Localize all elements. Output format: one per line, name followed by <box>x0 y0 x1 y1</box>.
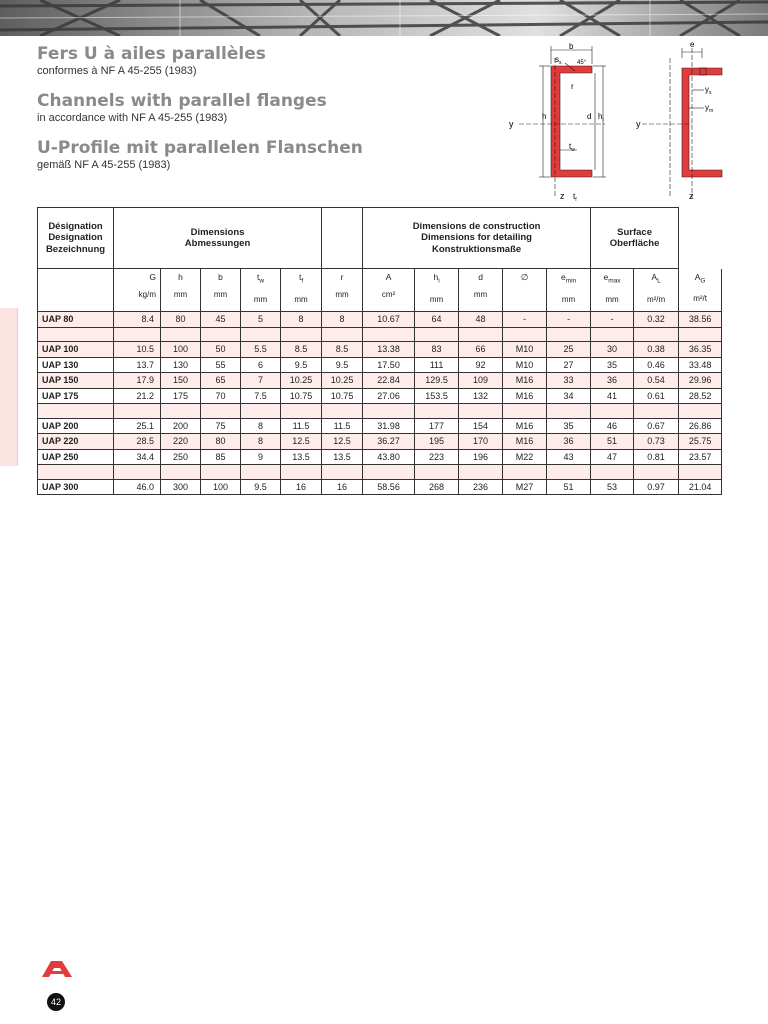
label-hi: $h_i$ <box>598 112 604 123</box>
value-cell: 7 <box>241 373 281 389</box>
value-cell: 35 <box>591 357 634 373</box>
value-cell: 200 <box>161 418 201 434</box>
label-ys: $y_s$ <box>705 85 712 96</box>
value-cell: 31.98 <box>363 418 415 434</box>
value-cell: 8.5 <box>281 342 322 358</box>
table-row <box>38 312 722 328</box>
channel-section-centroid-diagram <box>632 38 732 203</box>
value-cell: 12.5 <box>281 434 322 450</box>
value-cell: 85 <box>201 449 241 465</box>
value-cell: 70 <box>201 388 241 404</box>
value-cell: 25.1 <box>114 418 161 434</box>
label-y: y <box>509 119 514 129</box>
column-header: h mm <box>161 269 201 306</box>
label-d: d <box>587 112 592 121</box>
designation-cell: UAP 130 <box>38 357 114 373</box>
label-h: h <box>542 112 547 121</box>
group-dimensions: Dimensions Abmessungen <box>114 208 322 269</box>
designation-cell: UAP 220 <box>38 434 114 450</box>
value-cell: 13.5 <box>281 449 322 465</box>
company-logo-icon <box>42 961 72 977</box>
value-cell: 80 <box>201 434 241 450</box>
value-cell: 170 <box>459 434 503 450</box>
table-gap-row <box>38 327 722 342</box>
table-row <box>38 388 722 404</box>
value-cell: 8.4 <box>114 312 161 328</box>
value-cell: 10.67 <box>363 312 415 328</box>
value-cell: 28.52 <box>679 388 722 404</box>
value-cell: 65 <box>201 373 241 389</box>
value-cell: - <box>547 312 591 328</box>
value-cell: 177 <box>415 418 459 434</box>
value-cell: M16 <box>503 388 547 404</box>
value-cell: 0.97 <box>634 479 679 495</box>
value-cell: 21.2 <box>114 388 161 404</box>
value-cell: 0.38 <box>634 342 679 358</box>
value-cell: 129.5 <box>415 373 459 389</box>
value-cell: 38.56 <box>679 312 722 328</box>
value-cell: 8 <box>241 418 281 434</box>
value-cell: 46.0 <box>114 479 161 495</box>
column-header: $t_w$ mm <box>241 269 281 306</box>
value-cell: 16 <box>322 479 363 495</box>
label-z-2: z <box>689 191 694 201</box>
value-cell: 0.61 <box>634 388 679 404</box>
value-cell: 7.5 <box>241 388 281 404</box>
page-number: 42 <box>47 993 65 1011</box>
title-block <box>37 44 457 185</box>
value-cell: 51 <box>547 479 591 495</box>
table-row <box>38 418 722 434</box>
value-cell: 220 <box>161 434 201 450</box>
column-header: r mm <box>322 269 363 306</box>
group-designation: Désignation Designation Bezeichnung <box>38 208 114 269</box>
value-cell: 236 <box>459 479 503 495</box>
value-cell: 28.5 <box>114 434 161 450</box>
value-cell: 51 <box>591 434 634 450</box>
value-cell: 36 <box>547 434 591 450</box>
table-row <box>38 434 722 450</box>
value-cell: 33.48 <box>679 357 722 373</box>
value-cell: 92 <box>459 357 503 373</box>
designation-cell: UAP 150 <box>38 373 114 389</box>
value-cell: 9 <box>241 449 281 465</box>
label-tf: $t_f$ <box>573 192 577 203</box>
group-area-blank <box>322 208 363 269</box>
value-cell: - <box>591 312 634 328</box>
table-body <box>38 312 722 495</box>
value-cell: 175 <box>161 388 201 404</box>
value-cell: 58.56 <box>363 479 415 495</box>
value-cell: 34.4 <box>114 449 161 465</box>
group-surface: Surface Oberfläche <box>591 208 679 269</box>
value-cell: 9.5 <box>241 479 281 495</box>
table-group-header <box>38 208 722 269</box>
designation-cell: UAP 250 <box>38 449 114 465</box>
section-side-tab <box>0 308 18 466</box>
table-row <box>38 449 722 465</box>
value-cell: 53 <box>591 479 634 495</box>
value-cell: M27 <box>503 479 547 495</box>
value-cell: 27 <box>547 357 591 373</box>
value-cell: 0.54 <box>634 373 679 389</box>
value-cell: 64 <box>415 312 459 328</box>
value-cell: 36 <box>591 373 634 389</box>
value-cell: 154 <box>459 418 503 434</box>
title-de: U-Profile mit parallelen Flanschen <box>37 138 363 158</box>
label-angle: 45° <box>577 60 587 66</box>
value-cell: 30 <box>591 342 634 358</box>
value-cell: 10.75 <box>322 388 363 404</box>
channel-section-dimensions-diagram <box>505 38 615 203</box>
title-en: Channels with parallel flanges <box>37 91 327 111</box>
label-r: r <box>571 82 574 91</box>
group-detailing: Dimensions de construction Dimensions for detailing Konstruktionsmaße <box>363 208 591 269</box>
value-cell: 223 <box>415 449 459 465</box>
value-cell: 36.35 <box>679 342 722 358</box>
value-cell: 250 <box>161 449 201 465</box>
value-cell: 48 <box>459 312 503 328</box>
value-cell: 45 <box>201 312 241 328</box>
subtitle-en: in accordance with NF A 45-255 (1983) <box>37 112 228 124</box>
value-cell: 36.27 <box>363 434 415 450</box>
value-cell: 300 <box>161 479 201 495</box>
label-z: z <box>560 191 565 201</box>
value-cell: 10.5 <box>114 342 161 358</box>
title-group-en <box>37 91 457 125</box>
channel-profile-shape-2 <box>682 68 722 177</box>
value-cell: 66 <box>459 342 503 358</box>
value-cell: 27.06 <box>363 388 415 404</box>
value-cell: 17.50 <box>363 357 415 373</box>
value-cell: 55 <box>201 357 241 373</box>
column-header: d mm <box>459 269 503 306</box>
designation-cell: UAP 175 <box>38 388 114 404</box>
value-cell: 150 <box>161 373 201 389</box>
value-cell: 26.86 <box>679 418 722 434</box>
label-b: b <box>569 42 574 51</box>
designation-cell: UAP 100 <box>38 342 114 358</box>
column-header: b mm <box>201 269 241 306</box>
designation-cell: UAP 300 <box>38 479 114 495</box>
value-cell: 109 <box>459 373 503 389</box>
label-y-2: y <box>636 119 641 129</box>
column-header: $e_{min}$ mm <box>547 269 591 306</box>
value-cell: 0.73 <box>634 434 679 450</box>
label-tw: $t_w$ <box>569 142 575 153</box>
value-cell: 43.80 <box>363 449 415 465</box>
value-cell: 41 <box>591 388 634 404</box>
table-row <box>38 342 722 358</box>
column-header: $e_{max}$ mm <box>591 269 634 306</box>
value-cell: 10.25 <box>322 373 363 389</box>
designation-cell: UAP 80 <box>38 312 114 328</box>
value-cell: M22 <box>503 449 547 465</box>
value-cell: 268 <box>415 479 459 495</box>
value-cell: 23.57 <box>679 449 722 465</box>
column-header: $A_G$ m²/t <box>679 269 722 306</box>
column-header: $h_i$ mm <box>415 269 459 306</box>
value-cell: 47 <box>591 449 634 465</box>
value-cell: M16 <box>503 418 547 434</box>
value-cell: 0.67 <box>634 418 679 434</box>
value-cell: 9.5 <box>322 357 363 373</box>
table-gap-row <box>38 404 722 419</box>
column-header: ∅ <box>503 269 547 306</box>
title-group-de <box>37 138 457 172</box>
subtitle-fr: conformes à NF A 45-255 (1983) <box>37 65 197 77</box>
column-header: G kg/m <box>114 269 161 306</box>
designation-cell: UAP 200 <box>38 418 114 434</box>
value-cell: 111 <box>415 357 459 373</box>
column-header: $A_L$ m²/m <box>634 269 679 306</box>
value-cell: 130 <box>161 357 201 373</box>
title-group-fr <box>37 44 457 78</box>
unit-cell-blank <box>38 269 114 306</box>
value-cell: 17.9 <box>114 373 161 389</box>
label-e: e <box>690 40 695 49</box>
value-cell: 46 <box>591 418 634 434</box>
table-row <box>38 357 722 373</box>
value-cell: 0.46 <box>634 357 679 373</box>
value-cell: 83 <box>415 342 459 358</box>
value-cell: 10.25 <box>281 373 322 389</box>
value-cell: M16 <box>503 434 547 450</box>
value-cell: 153.5 <box>415 388 459 404</box>
value-cell: 35 <box>547 418 591 434</box>
value-cell: 12.5 <box>322 434 363 450</box>
value-cell: 25 <box>547 342 591 358</box>
value-cell: - <box>503 312 547 328</box>
value-cell: 196 <box>459 449 503 465</box>
value-cell: M10 <box>503 357 547 373</box>
value-cell: 8 <box>281 312 322 328</box>
value-cell: 11.5 <box>281 418 322 434</box>
value-cell: 22.84 <box>363 373 415 389</box>
value-cell: 13.7 <box>114 357 161 373</box>
value-cell: 13.38 <box>363 342 415 358</box>
value-cell: 5.5 <box>241 342 281 358</box>
value-cell: 132 <box>459 388 503 404</box>
value-cell: 25.75 <box>679 434 722 450</box>
value-cell: 0.81 <box>634 449 679 465</box>
header-banner-image <box>0 0 768 36</box>
value-cell: 5 <box>241 312 281 328</box>
subtitle-de: gemäß NF A 45-255 (1983) <box>37 159 171 171</box>
table-unit-header <box>38 269 722 306</box>
value-cell: 34 <box>547 388 591 404</box>
value-cell: 29.96 <box>679 373 722 389</box>
value-cell: 8 <box>322 312 363 328</box>
table-gap-row <box>38 465 722 480</box>
column-header: A cm² <box>363 269 415 306</box>
value-cell: 9.5 <box>281 357 322 373</box>
value-cell: 8 <box>241 434 281 450</box>
value-cell: 33 <box>547 373 591 389</box>
value-cell: 10.75 <box>281 388 322 404</box>
table-row <box>38 373 722 389</box>
value-cell: 100 <box>201 479 241 495</box>
value-cell: M10 <box>503 342 547 358</box>
value-cell: 13.5 <box>322 449 363 465</box>
channel-properties-table <box>37 207 722 495</box>
column-header: $t_f$ mm <box>281 269 322 306</box>
value-cell: M16 <box>503 373 547 389</box>
label-ym: $y_m$ <box>705 103 714 114</box>
value-cell: 195 <box>415 434 459 450</box>
value-cell: 50 <box>201 342 241 358</box>
value-cell: 80 <box>161 312 201 328</box>
title-fr: Fers U à ailes parallèles <box>37 44 266 64</box>
value-cell: 21.04 <box>679 479 722 495</box>
value-cell: 43 <box>547 449 591 465</box>
value-cell: 6 <box>241 357 281 373</box>
value-cell: 8.5 <box>322 342 363 358</box>
value-cell: 16 <box>281 479 322 495</box>
value-cell: 100 <box>161 342 201 358</box>
value-cell: 11.5 <box>322 418 363 434</box>
table-row <box>38 479 722 495</box>
label-ss: $s_s$ <box>555 55 562 66</box>
value-cell: 0.32 <box>634 312 679 328</box>
value-cell: 75 <box>201 418 241 434</box>
